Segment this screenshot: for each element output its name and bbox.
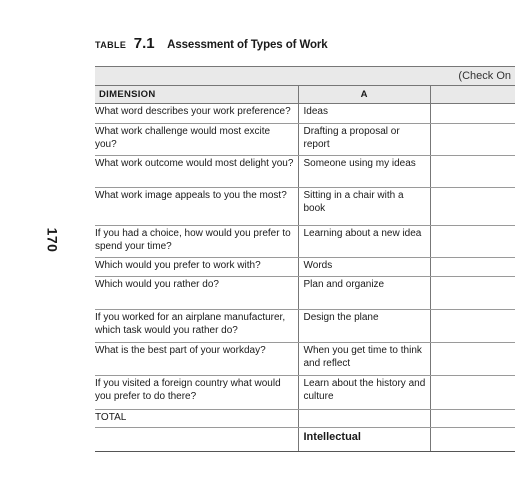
answer-a-cell[interactable]: Sitting in a chair with a book bbox=[298, 188, 430, 226]
dimension-cell: Which would you prefer to work with? bbox=[95, 258, 298, 277]
header-row bbox=[95, 86, 515, 104]
total-a-cell[interactable] bbox=[298, 410, 430, 428]
footer-type-a: Intellectual bbox=[298, 428, 430, 452]
table-row bbox=[95, 310, 515, 343]
table-title: Assessment of Types of Work bbox=[167, 39, 328, 51]
answer-b-cell[interactable] bbox=[430, 104, 515, 124]
dimension-cell: If you had a choice, how would you prefer to spend your time? bbox=[95, 226, 298, 258]
table-number: 7.1 bbox=[133, 35, 155, 52]
table-row bbox=[95, 104, 515, 124]
table-row bbox=[95, 343, 515, 376]
table-row bbox=[95, 156, 515, 188]
answer-b-cell[interactable] bbox=[430, 226, 515, 258]
answer-b-cell[interactable] bbox=[430, 258, 515, 277]
answer-a-cell[interactable]: Plan and organize bbox=[298, 277, 430, 310]
dimension-cell: What work image appeals to you the most? bbox=[95, 188, 298, 226]
header-dimension: DIMENSION bbox=[95, 86, 298, 104]
table-container bbox=[95, 66, 511, 456]
answer-a-cell[interactable]: Learn about the history and culture bbox=[298, 376, 430, 410]
table-caption bbox=[95, 35, 328, 53]
dimension-cell: If you worked for an airplane manufacturer, which task would you rather do? bbox=[95, 310, 298, 343]
answer-b-cell[interactable] bbox=[430, 310, 515, 343]
page-number: 170 bbox=[44, 227, 61, 253]
answer-b-cell[interactable] bbox=[430, 124, 515, 156]
total-label: TOTAL bbox=[95, 410, 298, 428]
table-row bbox=[95, 277, 515, 310]
table-row bbox=[95, 258, 515, 277]
dimension-cell: What word describes your work preference? bbox=[95, 104, 298, 124]
assessment-table bbox=[95, 66, 515, 452]
table-row bbox=[95, 376, 515, 410]
check-one-instruction: (Check On bbox=[95, 67, 515, 86]
footer-blank-cell bbox=[95, 428, 298, 452]
dimension-cell: Which would you rather do? bbox=[95, 277, 298, 310]
answer-a-cell[interactable]: Drafting a proposal or report bbox=[298, 124, 430, 156]
answer-a-cell[interactable]: Someone using my ideas bbox=[298, 156, 430, 188]
header-column-b bbox=[430, 86, 515, 104]
answer-a-cell[interactable]: Words bbox=[298, 258, 430, 277]
table-row bbox=[95, 124, 515, 156]
table-row bbox=[95, 188, 515, 226]
footer-type-b bbox=[430, 428, 515, 452]
dimension-cell: What work outcome would most delight you? bbox=[95, 156, 298, 188]
answer-a-cell[interactable]: Design the plane bbox=[298, 310, 430, 343]
answer-b-cell[interactable] bbox=[430, 376, 515, 410]
table-label: TABLE bbox=[95, 40, 127, 50]
total-row bbox=[95, 410, 515, 428]
answer-a-cell[interactable]: Learning about a new idea bbox=[298, 226, 430, 258]
check-one-row bbox=[95, 67, 515, 86]
table-row bbox=[95, 226, 515, 258]
total-b-cell[interactable] bbox=[430, 410, 515, 428]
answer-b-cell[interactable] bbox=[430, 156, 515, 188]
answer-b-cell[interactable] bbox=[430, 188, 515, 226]
answer-a-cell[interactable]: When you get time to think and reflect bbox=[298, 343, 430, 376]
dimension-cell: What is the best part of your workday? bbox=[95, 343, 298, 376]
header-column-a: A bbox=[298, 86, 430, 104]
answer-a-cell[interactable]: Ideas bbox=[298, 104, 430, 124]
answer-b-cell[interactable] bbox=[430, 277, 515, 310]
dimension-cell: If you visited a foreign country what would you prefer to do there? bbox=[95, 376, 298, 410]
footer-row bbox=[95, 428, 515, 452]
dimension-cell: What work challenge would most excite you? bbox=[95, 124, 298, 156]
answer-b-cell[interactable] bbox=[430, 343, 515, 376]
